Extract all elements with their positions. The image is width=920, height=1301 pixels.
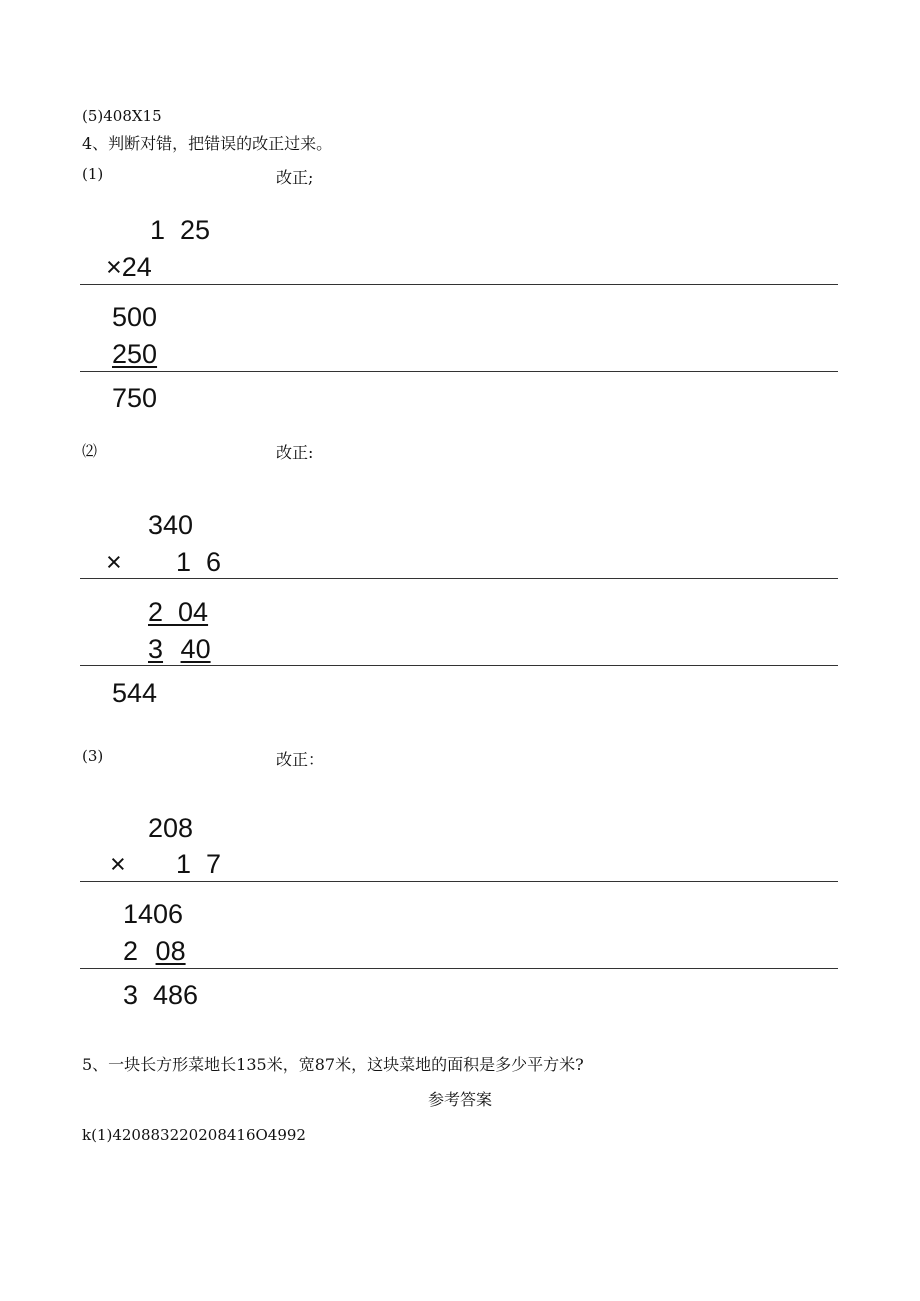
problem-2-label: ⑵ — [82, 442, 98, 460]
problem-3-fix-label: 改正： — [276, 750, 325, 769]
problem-2-partial-2-lead: 3 — [148, 634, 164, 664]
problem-1-multiplier-row — [106, 251, 152, 283]
problem-3-result: 3 486 — [123, 980, 199, 1010]
problem-3-partial-2 — [123, 935, 186, 967]
problem-1-fix-label: 改正; — [276, 168, 314, 187]
problem-1-rule-2 — [80, 371, 838, 372]
problem-1-rule-1 — [80, 284, 838, 285]
problem-3-label: (3) — [82, 747, 104, 765]
problem-5-line: (5)408X15 — [82, 107, 162, 125]
question-5-text: 5、一块长方形菜地长135米，宽87米，这块菜地的面积是多少平方米? — [82, 1055, 584, 1074]
problem-1-multiplier: 24 — [121, 252, 152, 282]
problem-3-rule-2 — [80, 968, 838, 969]
problem-2-rule-2 — [80, 665, 838, 666]
problem-2-multiply-sign: × — [106, 547, 122, 577]
problem-2-multiplicand: 340 — [148, 510, 194, 540]
problem-2-partial-2 — [148, 633, 211, 665]
answer-heading: 参考答案 — [427, 1090, 492, 1109]
problem-3-multiply-sign: × — [110, 849, 126, 879]
problem-2-multiplier: 1 6 — [176, 547, 222, 577]
problem-3-multiplier: 1 7 — [176, 849, 222, 879]
problem-1-label: (1) — [82, 165, 104, 183]
problem-2-result: 544 — [112, 678, 158, 708]
problem-2-partial-1-text: 2 04 — [148, 597, 209, 627]
problem-1-partial-1: 500 — [112, 302, 158, 332]
problem-3-partial-2-lead: 2 — [123, 936, 139, 966]
problem-1-partial-2: 250 — [112, 339, 158, 369]
question-4-title: 4、判断对错，把错误的改正过来。 — [82, 134, 333, 153]
problem-3-multiplicand: 208 — [148, 813, 194, 843]
multiply-sign: × — [106, 252, 122, 282]
problem-1-multiplicand: 1 25 — [150, 215, 211, 245]
problem-2-fix-label: 改正: — [276, 443, 314, 462]
problem-3-partial-2-rest: 08 — [155, 936, 186, 966]
problem-3-partial-1: 1406 — [123, 899, 184, 929]
problem-2-partial-2-rest: 40 — [180, 634, 211, 664]
problem-2-partial-1 — [148, 596, 208, 628]
problem-3-rule-1 — [80, 881, 838, 882]
problem-1-result: 750 — [112, 383, 158, 413]
answer-line-1: k(1)420883220208416O4992 — [82, 1126, 306, 1144]
problem-2-rule-1 — [80, 578, 838, 579]
